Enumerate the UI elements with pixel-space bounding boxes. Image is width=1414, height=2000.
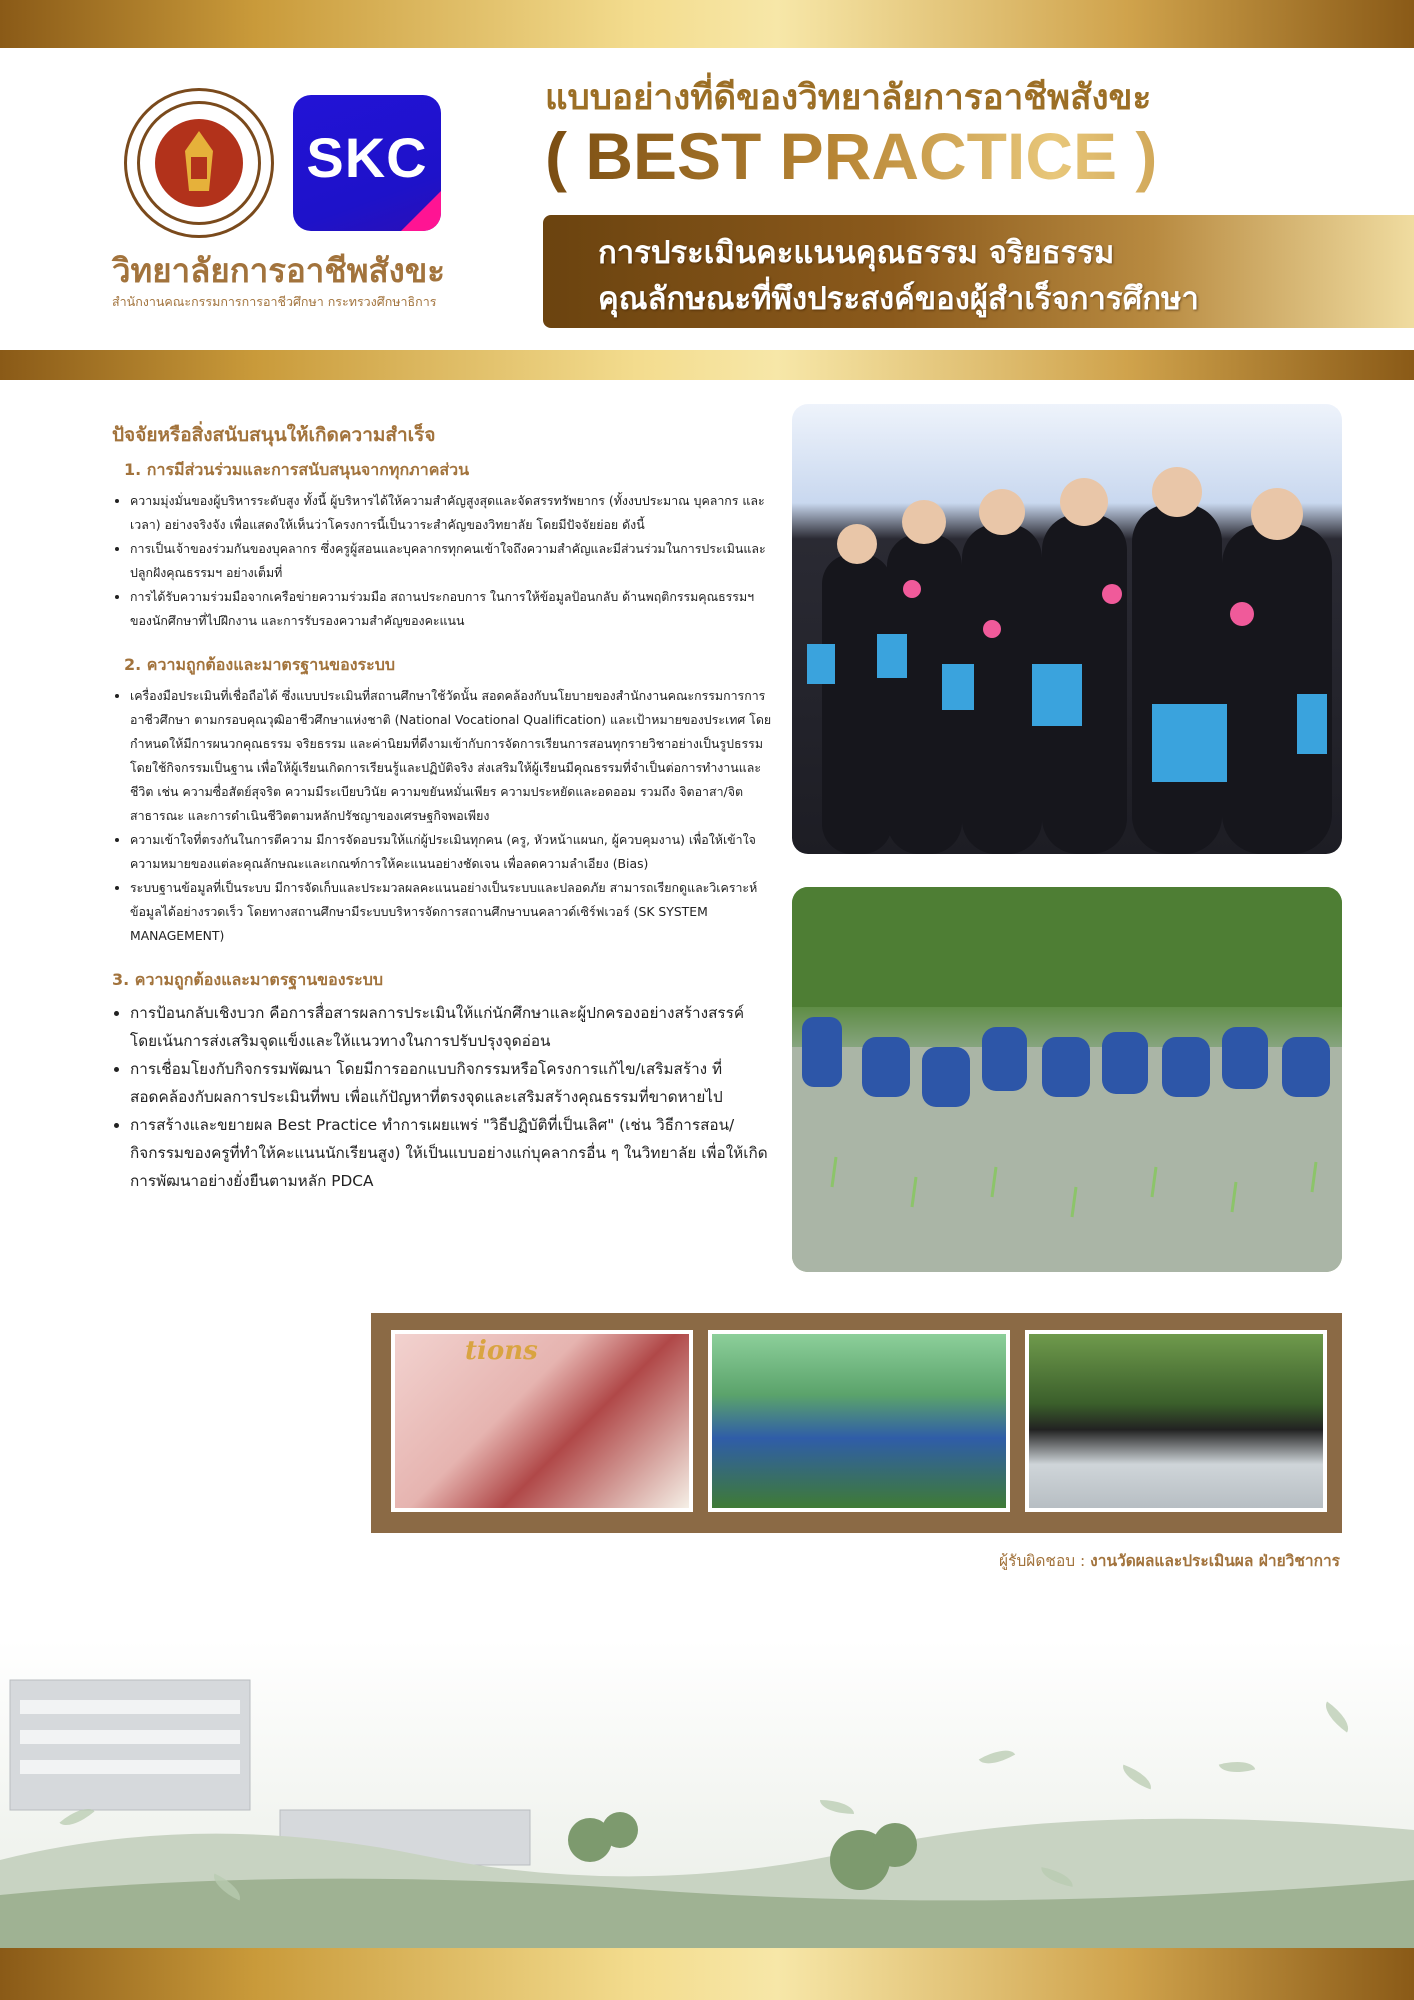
list-item: • การสร้างและขยายผล Best Practice ทำการเผยแพร่ "วิธีปฏิบัติที่เป็นเลิศ" (เช่น วิธีการสอน/กิจกรรมของครูที่ทำให้คะแนนนักเรียนสูง) ให้เป็นแบบอย่างแก่บุคลากรอื่น ๆ ในวิทยาลัย เพื่อให้เกิดการพัฒนาอย่างยั่งยืนตามหลัก PDCA [130, 1111, 772, 1195]
section1-title: 1. การมีส่วนร่วมและการสนับสนุนจากทุกภาคส่วน [124, 460, 470, 479]
credit-label: ผู้รับผิดชอบ : [999, 1552, 1091, 1570]
list-item: • การเชื่อมโยงกับกิจกรรมพัฒนา โดยมีการออกแบบกิจกรรมหรือโครงการแก้ไข/เสริมสร้าง ที่สอดคล้องกับผลการประเมินที่พบ เพื่อแก้ปัญหาที่ตรงจุดและเสริมสร้างคุณธรรมที่ขาดหายไป [130, 1055, 772, 1111]
subject-line-1: การประเมินคะแนนคุณธรรม จริยธรรม [598, 235, 1115, 271]
content-heading: ปัจจัยหรือสิ่งสนับสนุนให้เกิดความสำเร็จ [112, 424, 436, 446]
list-item: • ระบบฐานข้อมูลที่เป็นระบบ มีการจัดเก็บและประมวลผลคะแนนอย่างเป็นระบบและปลอดภัย สามารถเรียกดูและวิเคราะห์ข้อมูลได้อย่างรวดเร็ว โดยทางสถานศึกษามีระบบบริหารจัดการสถานศึกษาบนคลาวด์เซิร์ฟเวอร์ (SK SYSTEM MANAGEMENT) [130, 876, 772, 948]
page-title-thai: แบบอย่างที่ดีของวิทยาลัยการอาชีพสังขะ [545, 78, 1152, 118]
subject-line-2: คุณลักษณะที่พึงประสงค์ของผู้สำเร็จการศึกษา [598, 281, 1199, 317]
section2-list [112, 684, 772, 948]
credit-line [860, 1548, 1340, 1573]
procession-photo [1025, 1330, 1327, 1512]
photo-strip [371, 1313, 1342, 1533]
content-column [112, 420, 772, 1195]
list-item: • ความมุ่งมั่นของผู้บริหารระดับสูง ทั้งนี้ ผู้บริหารได้ให้ความสำคัญสูงสุดและจัดสรรทรัพยากร (ทั้งงบประมาณ บุคลากร และเวลา) อย่างจริงจัง เพื่อแสดงให้เห็นว่าโครงการนี้เป็นวาระสำคัญของวิทยาลัย โดยมีปัจจัยย่อย ดังนี้ [130, 489, 772, 537]
section3-title: 3. ความถูกต้องและมาตรฐานของระบบ [112, 970, 384, 989]
rice-planting-photo [792, 887, 1342, 1272]
section1-list [112, 489, 772, 633]
group-photo [708, 1330, 1010, 1512]
graduation-photo [792, 404, 1342, 854]
subject-banner [543, 215, 1414, 328]
top-gold-bar [0, 0, 1414, 48]
photo-banner-text: tions [465, 1336, 538, 1366]
middle-gold-bar [0, 350, 1414, 380]
college-subtitle: สำนักงานคณะกรรมการการอาชีวศึกษา กระทรวงศึกษาธิการ [112, 294, 437, 309]
college-seal-logo [124, 88, 274, 238]
college-name: วิทยาลัยการอาชีพสังขะ [112, 251, 445, 290]
credit-value: งานวัดผลและประเมินผล ฝ่ายวิชาการ [1090, 1552, 1340, 1570]
list-item: • การได้รับความร่วมมือจากเครือข่ายความร่วมมือ สถานประกอบการ ในการให้ข้อมูลป้อนกลับ ด้านพฤติกรรมคุณธรรมฯ ของนักศึกษาที่ไปฝึกงาน และการรับรองความสำคัญของคะแนน [130, 585, 772, 633]
list-item: • เครื่องมือประเมินที่เชื่อถือได้ ซึ่งแบบประเมินที่สถานศึกษาใช้วัดนั้น สอดคล้องกับนโยบายของสำนักงานคณะกรรมการการอาชีวศึกษา ตามกรอบคุณวุฒิอาชีวศึกษาแห่งชาติ (National Vocational Qualification) และเป้าหมายของประเทศ โดยกำหนดให้มีการผนวกคุณธรรม จริยธรรม และค่านิยมที่ดีงามเข้ากับการจัดการเรียนการสอนทุกรายวิชาอย่างเป็นรูปธรรม โดยใช้กิจกรรมเป็นฐาน เพื่อให้ผู้เรียนเกิดการเรียนรู้และปฏิบัติจริง ส่งเสริมให้ผู้เรียนมีคุณธรรมที่จำเป็นต่อการทำงานและชีวิต เช่น ความซื่อสัตย์สุจริต ความมีระเบียบวินัย ความขยันหมั่นเพียร ความประหยัดและอดออม รวมถึง จิตอาสา/จิตสาธารณะ และการดำเนินชีวิตตามหลักปรัชญาของเศรษฐกิจพอเพียง [130, 684, 772, 828]
award-photo [391, 1330, 693, 1512]
page-title-english: ( BEST PRACTICE ) [545, 118, 1395, 194]
section2-title: 2. ความถูกต้องและมาตรฐานของระบบ [124, 655, 396, 674]
section3-list [112, 999, 772, 1195]
skc-logo: SKC [293, 95, 441, 231]
campus-landscape-illustration [0, 1640, 1414, 1948]
list-item: • การเป็นเจ้าของร่วมกันของบุคลากร ซึ่งครูผู้สอนและบุคลากรทุกคนเข้าใจถึงความสำคัญและมีส่วนร่วมในการประเมินและปลูกฝังคุณธรรมฯ อย่างเต็มที่ [130, 537, 772, 585]
bottom-gold-bar [0, 1948, 1414, 2000]
list-item: • ความเข้าใจที่ตรงกันในการตีความ มีการจัดอบรมให้แก่ผู้ประเมินทุกคน (ครู, หัวหน้าแผนก, ผู้ควบคุมงาน) เพื่อให้เข้าใจความหมายของแต่ละคุณลักษณะและเกณฑ์การให้คะแนนอย่างชัดเจน เพื่อลดความลำเอียง (Bias) [130, 828, 772, 876]
list-item: • การป้อนกลับเชิงบวก คือการสื่อสารผลการประเมินให้แก่นักศึกษาและผู้ปกครองอย่างสร้างสรรค์ โดยเน้นการส่งเสริมจุดแข็งและให้แนวทางในการปรับปรุงจุดอ่อน [130, 999, 772, 1055]
